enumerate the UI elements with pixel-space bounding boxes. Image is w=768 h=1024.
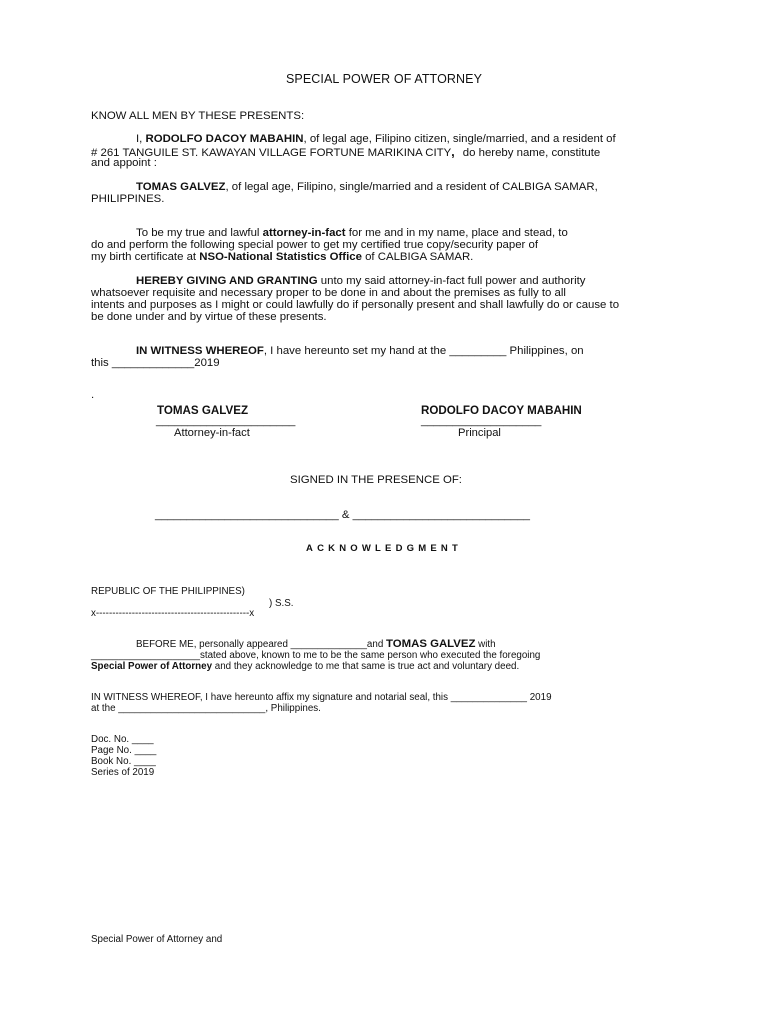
attorney-caption: Attorney-in-fact	[174, 427, 250, 439]
principal-signature-line: ___________________	[421, 415, 542, 427]
principal-name-inline: RODOLFO DACOY MABAHIN	[145, 133, 304, 145]
before-me-text: with	[475, 639, 496, 650]
granting-clause: HEREBY GIVING AND GRANTING	[136, 275, 318, 287]
comma-mark: ,	[451, 144, 455, 159]
spa-term: Special Power of Attorney	[91, 661, 213, 672]
para3-text: my birth certificate at	[91, 251, 200, 263]
page-footer: Special Power of Attorney and	[91, 934, 223, 945]
principal-signature-name: RODOLFO DACOY MABAHIN	[421, 404, 582, 417]
para3-text: of CALBIGA SAMAR.	[361, 251, 474, 263]
para5-line2: this _____________2019	[91, 357, 220, 369]
before-me-line1	[136, 639, 496, 650]
stray-dot: .	[91, 389, 95, 401]
attorney-signature-name: TOMAS GALVEZ	[157, 404, 249, 417]
page-no: Page No. ____	[91, 745, 157, 756]
before-me-line3	[91, 661, 519, 672]
ss-mark: ) S.S.	[269, 598, 294, 609]
book-no: Book No. ____	[91, 756, 156, 767]
document-title: SPECIAL POWER OF ATTORNEY	[285, 72, 483, 86]
para2-line2: PHILIPPINES.	[91, 193, 165, 205]
para3-line2: do and perform the following special power to get my certified true copy/security paper of	[91, 239, 538, 251]
attorney-name-inline: TOMAS GALVEZ	[136, 181, 226, 193]
para1-text: I,	[136, 133, 146, 145]
para1-text: do hereby name, constitute	[462, 147, 601, 159]
attorney-name-ack: TOMAS GALVEZ	[386, 638, 476, 650]
series-year: Series of 2019	[91, 767, 155, 778]
para4-text: unto my said attorney-in-fact full power and authority	[317, 275, 586, 287]
para3-text: To be my true and lawful	[136, 227, 263, 239]
notarial-witness-line2: at the ___________________________, Philippines.	[91, 703, 321, 714]
before-me-line2: ____________________stated above, known to me to be the same person who executed the foregoing	[91, 650, 541, 661]
para3-text: for me and in my name, place and stead, to	[345, 227, 568, 239]
para4-line2: whatsoever requisite and necessary proper to be done in and about the premises as fully to all	[91, 287, 566, 299]
para1-text: , of legal age, Filipino citizen, single/married, and a resident of	[303, 133, 616, 145]
para5-text: , I have hereunto set my hand at the _________ Philippines, on	[263, 345, 584, 357]
para1-line3: and appoint :	[91, 157, 157, 169]
attorney-in-fact-term: attorney-in-fact	[262, 227, 346, 239]
before-me-text: and they acknowledge to me that same is true act and voluntary deed.	[212, 661, 520, 672]
principal-caption: Principal	[458, 427, 501, 439]
acknowledgment-title: ACKNOWLEDGMENT	[306, 543, 462, 554]
notarial-witness-line1: IN WITNESS WHEREOF, I have hereunto affix my signature and notarial seal, this ______________ 2019	[91, 692, 552, 703]
doc-no: Doc. No. ____	[91, 734, 154, 745]
witness-signature-lines: _____________________________ & ____________________________	[155, 509, 531, 521]
para2-line1	[136, 181, 598, 194]
para3-line3	[91, 251, 473, 264]
attorney-signature-line: ______________________	[156, 415, 296, 427]
dashed-separator: x-----------------------------------------------x	[91, 608, 255, 619]
witness-whereof-heading: IN WITNESS WHEREOF	[136, 345, 264, 357]
intro-heading: KNOW ALL MEN BY THESE PRESENTS:	[91, 110, 305, 122]
para1-line2	[91, 145, 600, 160]
republic-line: REPUBLIC OF THE PHILIPPINES)	[91, 586, 245, 597]
para4-line3: intents and purposes as I might or could lawfully do if personally present and shall lawfully do or cause to	[91, 299, 620, 311]
para4-line4: be done under and by virtue of these presents.	[91, 311, 327, 323]
address-text: # 261 TANGUILE ST. KAWAYAN VILLAGE FORTUNE MARIKINA CITY	[91, 147, 452, 159]
para2-text: , of legal age, Filipino, single/married and a resident of CALBIGA SAMAR,	[225, 181, 598, 193]
before-me-text: BEFORE ME, personally appeared ______________and	[136, 639, 386, 650]
signed-presence-heading: SIGNED IN THE PRESENCE OF:	[290, 474, 462, 486]
nso-office-name: NSO-National Statistics Office	[199, 251, 362, 263]
